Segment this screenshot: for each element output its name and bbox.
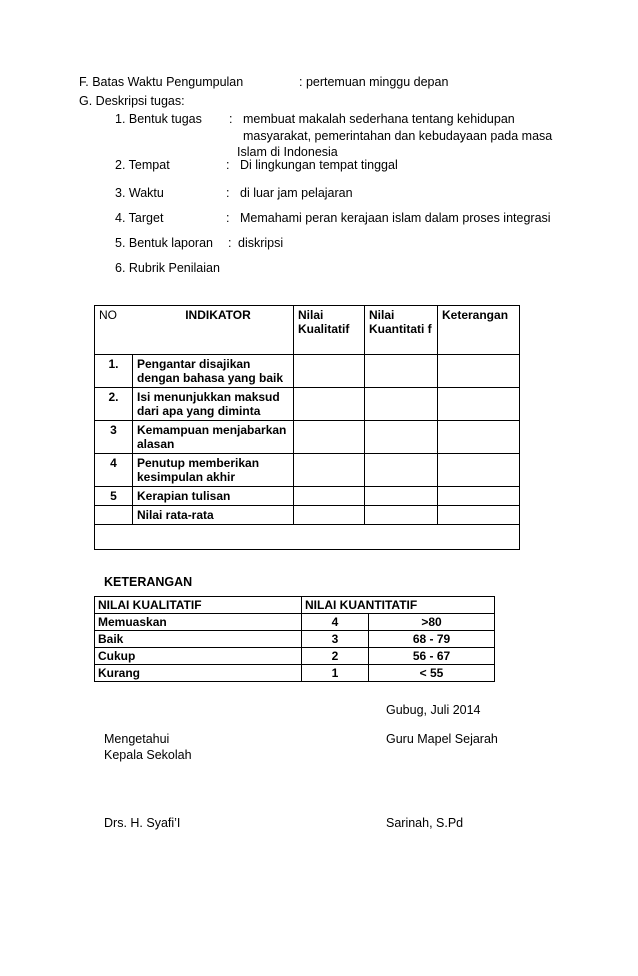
item-tempat-label: 2. Tempat — [115, 158, 170, 172]
legend-row — [95, 665, 495, 682]
signature-left-line1: Mengetahui — [104, 732, 170, 746]
legend-row — [95, 648, 495, 665]
item-bentuk-laporan-value: diskripsi — [238, 236, 284, 250]
row-number: 3 — [95, 421, 133, 454]
row-number: 4 — [95, 454, 133, 487]
cell-kuantitatif — [365, 421, 438, 454]
row-number: 1. — [95, 355, 133, 388]
header-no: NO — [99, 308, 117, 322]
item-waktu-value: di luar jam pelajaran — [240, 186, 353, 200]
cell-kualitatif — [294, 487, 365, 506]
row-indikator: Kemampuan menjabarkan alasan — [133, 421, 294, 454]
rubric-header-row — [95, 306, 520, 355]
legend-header-kuantitatif: NILAI KUANTITATIF — [302, 597, 495, 614]
item-bentuk-laporan-label: 5. Bentuk laporan — [115, 236, 213, 250]
cell-kualitatif — [294, 454, 365, 487]
signature-right-name: Sarinah, S.Pd — [386, 816, 464, 830]
item-waktu-label: 3. Waktu — [115, 186, 164, 200]
item-tempat-value: Di lingkungan tempat tinggal — [240, 158, 398, 172]
signature-left-line2: Kepala Sekolah — [104, 748, 192, 762]
signature-right-line1: Guru Mapel Sejarah — [386, 732, 498, 746]
item-target-sep: : — [226, 211, 230, 225]
header-nilai-kualitatif: Nilai Kualitatif — [294, 306, 365, 355]
cell-kuantitatif — [365, 487, 438, 506]
section-f-value: : pertemuan minggu depan — [299, 75, 449, 89]
table-row — [95, 454, 520, 487]
table-row — [95, 487, 520, 506]
item-bentuk-tugas-line1: membuat makalah sederhana tentang kehidupan — [243, 112, 515, 126]
legend-kualitatif: Kurang — [95, 665, 302, 682]
cell-kualitatif — [294, 421, 365, 454]
cell-kuantitatif — [365, 355, 438, 388]
cell-keterangan — [438, 487, 520, 506]
legend-rentang: 68 - 79 — [369, 631, 495, 648]
cell-kualitatif — [294, 355, 365, 388]
row-number: 5 — [95, 487, 133, 506]
table-row — [95, 355, 520, 388]
cell-keterangan — [438, 421, 520, 454]
item-rubrik-label: 6. Rubrik Penilaian — [115, 261, 220, 275]
item-bentuk-tugas-label: 1. Bentuk tugas — [115, 112, 202, 126]
signature-left-name: Drs. H. Syafi’I — [104, 816, 181, 830]
row-number: 2. — [95, 388, 133, 421]
item-target-value: Memahami peran kerajaan islam dalam proses integrasi — [240, 211, 551, 225]
legend-header-row — [95, 597, 495, 614]
legend-row — [95, 631, 495, 648]
header-indikator: INDIKATOR — [185, 308, 251, 322]
item-target-label: 4. Target — [115, 211, 164, 225]
cell-kualitatif — [294, 388, 365, 421]
legend-kualitatif: Baik — [95, 631, 302, 648]
item-bentuk-tugas-line3: Islam di Indonesia — [237, 145, 338, 159]
row-indikator: Penutup memberikan kesimpulan akhir — [133, 454, 294, 487]
row-indikator: Isi menunjukkan maksud dari apa yang diminta — [133, 388, 294, 421]
legend-row — [95, 614, 495, 631]
legend-rentang: 56 - 67 — [369, 648, 495, 665]
item-tempat-sep: : — [226, 158, 230, 172]
cell-kuantitatif — [365, 388, 438, 421]
keterangan-title: KETERANGAN — [104, 575, 193, 589]
legend-table — [94, 596, 495, 682]
average-label: Nilai rata-rata — [133, 506, 294, 525]
item-bentuk-tugas-sep: : — [229, 112, 233, 126]
cell-kuantitatif — [365, 454, 438, 487]
row-indikator: Pengantar disajikan dengan bahasa yang baik — [133, 355, 294, 388]
table-row — [95, 421, 520, 454]
average-row — [95, 506, 520, 525]
legend-skor: 1 — [302, 665, 369, 682]
cell-keterangan — [438, 454, 520, 487]
legend-rentang: >80 — [369, 614, 495, 631]
legend-rentang: < 55 — [369, 665, 495, 682]
cell-keterangan — [438, 355, 520, 388]
item-waktu-sep: : — [226, 186, 230, 200]
legend-header-kualitatif: NILAI KUALITATIF — [95, 597, 302, 614]
row-indikator: Kerapian tulisan — [133, 487, 294, 506]
section-f-label: F. Batas Waktu Pengumpulan — [79, 75, 244, 89]
item-bentuk-tugas-line2: masyarakat, pemerintahan dan kebudayaan pada masa — [243, 129, 553, 143]
header-nilai-kuantitatif: Nilai Kuantitati f — [365, 306, 438, 355]
header-keterangan: Keterangan — [438, 306, 520, 355]
place-date: Gubug, Juli 2014 — [386, 703, 481, 717]
legend-kualitatif: Cukup — [95, 648, 302, 665]
legend-skor: 3 — [302, 631, 369, 648]
section-g-label: G. Deskripsi tugas: — [79, 94, 185, 108]
item-bentuk-laporan-sep: : — [228, 236, 232, 250]
legend-kualitatif: Memuaskan — [95, 614, 302, 631]
legend-skor: 2 — [302, 648, 369, 665]
rubric-table — [94, 305, 520, 550]
legend-skor: 4 — [302, 614, 369, 631]
empty-row — [95, 525, 520, 550]
cell-keterangan — [438, 388, 520, 421]
table-row — [95, 388, 520, 421]
